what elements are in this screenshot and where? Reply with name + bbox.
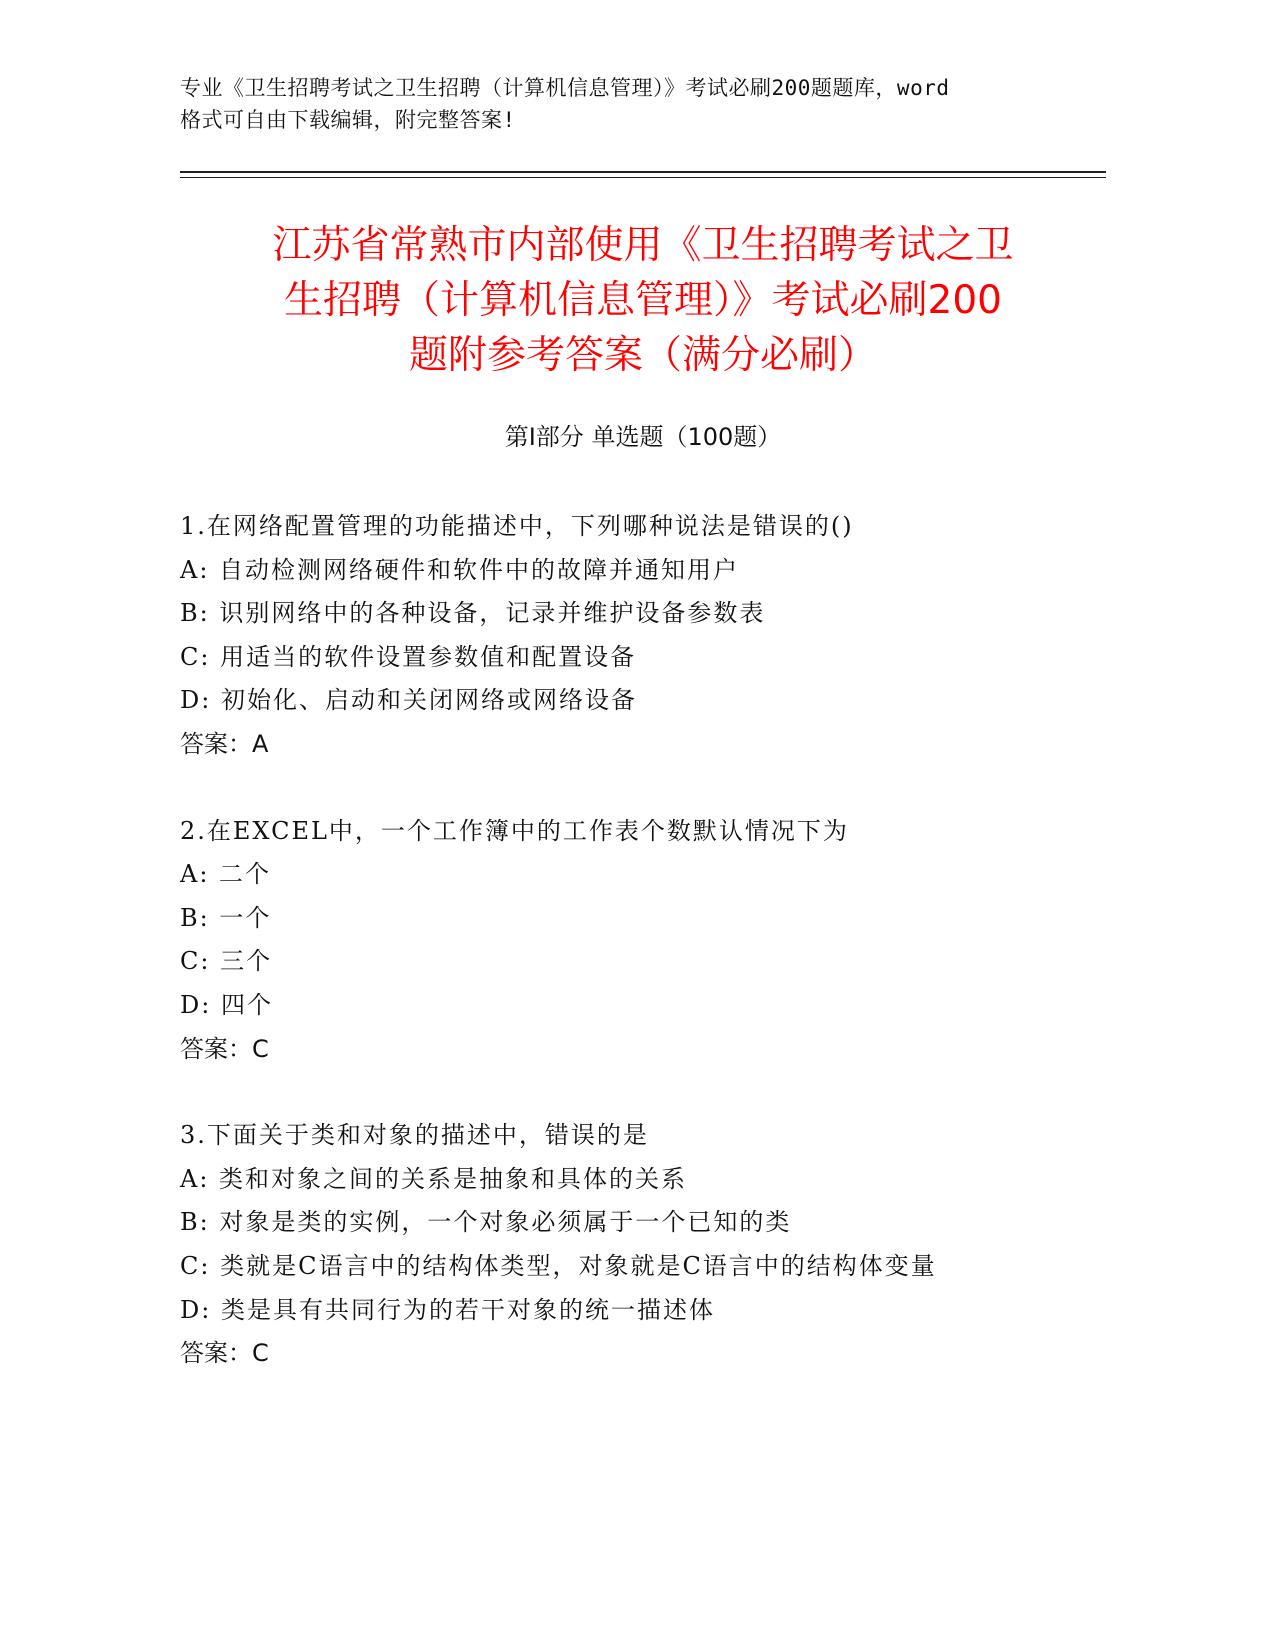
header-note: [180, 72, 1060, 136]
answer: 答案：A: [180, 729, 269, 758]
option-c: C: 类就是C语言中的结构体类型，对象就是C语言中的结构体变量: [180, 1251, 937, 1280]
option-b: B: 对象是类的实例，一个对象必须属于一个已知的类: [180, 1208, 792, 1237]
answer: 答案：C: [180, 1034, 269, 1063]
section-heading: 第I部分 单选题（100题）: [504, 423, 782, 451]
option-c: C: 用适当的软件设置参数值和配置设备: [180, 642, 637, 671]
option-b: B: 识别网络中的各种设备，记录并维护设备参数表: [180, 599, 766, 628]
question-2: [180, 810, 1080, 1072]
header-rule-thick: [180, 171, 1106, 173]
option-d: D: 类是具有共同行为的若干对象的统一描述体: [180, 1295, 715, 1324]
document-title-line3: 题附参考答案（满分必刷）: [408, 333, 877, 378]
question-3: [180, 1114, 1080, 1376]
option-a: A: 类和对象之间的关系是抽象和具体的关系: [180, 1164, 688, 1193]
option-b: B: 一个: [180, 903, 272, 932]
answer: 答案：C: [180, 1339, 269, 1368]
option-a: A: 二个: [180, 860, 272, 889]
header-note-line2: 格式可自由下载编辑，附完整答案!: [180, 108, 516, 132]
option-c: C: 三个: [180, 947, 273, 976]
question-stem: 2.在EXCEL中，一个工作簿中的工作表个数默认情况下为: [180, 816, 849, 845]
header-rule-thin: [180, 177, 1106, 178]
question-stem: 3.下面关于类和对象的描述中，错误的是: [180, 1121, 649, 1150]
question-stem: 1.在网络配置管理的功能描述中，下列哪种说法是错误的(): [180, 512, 854, 540]
option-d: D: 初始化、启动和关闭网络或网络设备: [180, 686, 637, 715]
question-1: [180, 505, 1080, 767]
question-list: [180, 505, 1080, 1419]
document-title-line1: 江苏省常熟市内部使用《卫生招聘考试之卫: [272, 223, 1014, 268]
header-note-line1: 专业《卫生招聘考试之卫生招聘（计算机信息管理）》考试必刷200题题库，word: [180, 76, 950, 100]
option-a: A: 自动检测网络硬件和软件中的故障并通知用户: [180, 555, 740, 584]
document-title-line2: 生招聘（计算机信息管理）》考试必刷200: [284, 278, 1002, 323]
document-title: [180, 218, 1106, 383]
option-d: D: 四个: [180, 990, 273, 1019]
